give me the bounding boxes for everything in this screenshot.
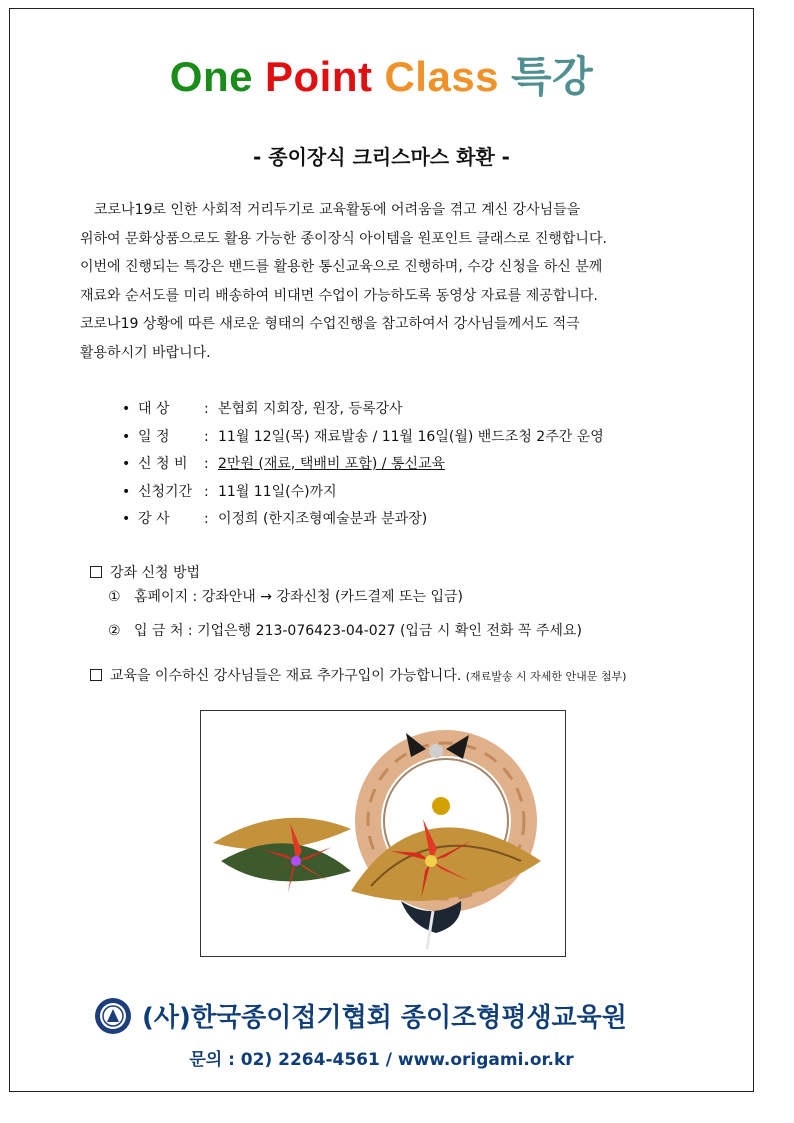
organization-name: (사)한국종이접기협회 종이조형평생교육원 [142, 1003, 627, 1033]
title-word-point: Point [264, 53, 373, 100]
info-value: 본협회 지회장, 원장, 등록강사 [218, 401, 403, 417]
info-label: 일 정 [138, 428, 170, 445]
apply-step: ① 홈페이지 : 강좌안내 → 강좌신청 (카드결제 또는 입금) [108, 589, 464, 605]
subtitle: - 종이장식 크리스마스 화환 - [253, 145, 510, 169]
wreath-photo [200, 710, 566, 957]
intro-line: 코로나19로 인한 사회적 거리두기로 교육활동에 어려움을 겪고 계신 강사님들을 [94, 202, 581, 218]
title-word-one: One [169, 53, 253, 100]
info-value: 이정희 (한지조형예술분과 분과장) [218, 511, 428, 527]
info-item-fee: • 신 청 비 : 2만원 (재료, 택배비 포함) / 통신교육 [122, 451, 682, 479]
info-item-period: • 신청기간 : 11월 11일(수)까지 [122, 479, 682, 507]
apply-heading: 강좌 신청 방법 [90, 562, 200, 582]
intro-line: 활용하시기 바랍니다. [80, 344, 211, 361]
intro-line: 재료와 순서도를 미리 배송하여 비대면 수업이 가능하도록 동영상 자료를 제공합니다. [80, 287, 598, 304]
organization-seal-icon [94, 997, 132, 1035]
apply-steps [108, 583, 582, 651]
footer-organization [90, 995, 690, 1039]
checkbox-square-icon [90, 566, 102, 578]
info-item-target: • 대 상 : 본협회 지회장, 원장, 등록강사 [122, 396, 682, 424]
info-item-schedule: • 일 정 : 11월 12일(목) 재료발송 / 11월 16일(월) 밴드조청 2주간 운영 [122, 424, 682, 452]
additional-note: 교육을 이수하신 강사님들은 재료 추가구입이 가능합니다. (재료발송 시 자세한 안내문 첨부) [90, 665, 626, 685]
title-word-special: 특강 [511, 53, 594, 100]
intro-line: 이번에 진행되는 특강은 밴드를 활용한 통신교육으로 진행하며, 수강 신청을 하신 분께 [80, 259, 603, 276]
info-item-instructor: • 강 사 : 이정희 (한지조형예술분과 분과장) [122, 506, 682, 534]
info-label: 신 청 비 [138, 456, 188, 472]
intro-line: 코로나19 상황에 따른 새로운 형태의 수업진행을 참고하여서 강사님들께서도 적극 [80, 316, 580, 333]
info-label: 대 상 [138, 401, 170, 417]
info-value: 11월 11일(수)까지 [218, 483, 337, 500]
checkbox-square-icon [90, 669, 102, 681]
info-value: 2만원 (재료, 택배비 포함) / 통신교육 [218, 456, 446, 472]
title-word-class: Class [384, 53, 500, 100]
intro-paragraph [80, 196, 700, 368]
course-info-list [122, 396, 682, 534]
intro-line: 위하여 문화상품으로도 활용 가능한 종이장식 아이템을 원포인트 클래스로 진행합니다. [80, 230, 607, 247]
wreath-illustration [201, 711, 565, 956]
contact-info: 문의 : 02) 2264-4561 / www.origami.or.kr [189, 1050, 574, 1070]
page-title [0, 44, 763, 104]
info-label: 신청기간 [138, 483, 193, 500]
apply-step: ② 입 금 처 : 기업은행 213-076423-04-027 (입금 시 확인 전화 꼭 주세요) [108, 623, 582, 639]
info-value: 11월 12일(목) 재료발송 / 11월 16일(월) 밴드조청 2주간 운영 [218, 428, 604, 445]
info-label: 강 사 [138, 511, 170, 527]
